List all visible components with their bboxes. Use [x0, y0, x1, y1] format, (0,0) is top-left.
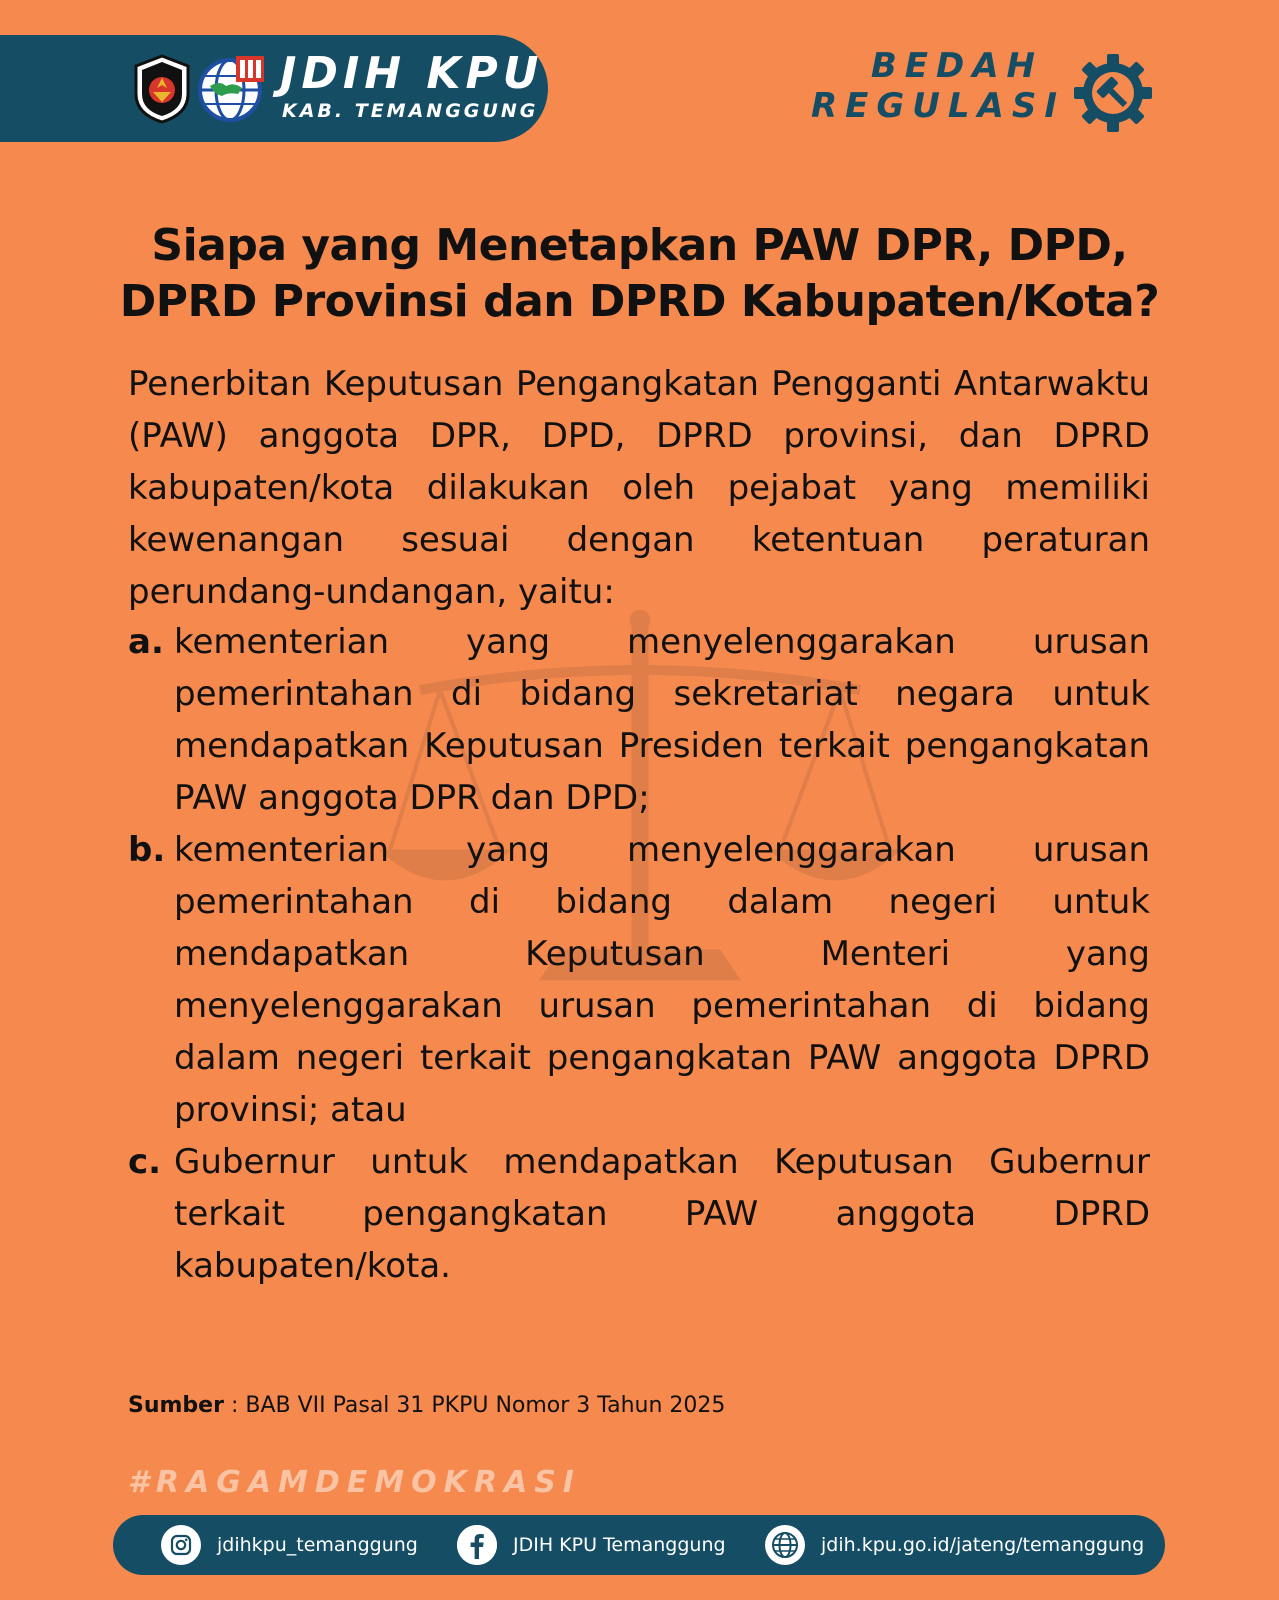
page-title: Siapa yang Menetapkan PAW DPR, DPD, DPRD Provinsi dan DPRD Kabupaten/Kota?: [119, 220, 1160, 327]
kpu-logo-icon: [132, 54, 192, 124]
list-item-c: [128, 1136, 1150, 1292]
globe-icon: [765, 1525, 805, 1565]
gear-gavel-icon: [1072, 52, 1154, 134]
jdih-globe-logo-icon: [196, 52, 268, 124]
footer-facebook[interactable]: [457, 1515, 726, 1575]
list-item-a: [128, 616, 1150, 824]
list-marker: a.: [128, 622, 164, 662]
badge-line-2: REGULASI: [810, 86, 1065, 126]
badge-line-1: BEDAH: [870, 46, 1043, 86]
footer-bar: [113, 1515, 1165, 1575]
brand-title: JDIH KPU: [280, 48, 544, 99]
bedah-regulasi-badge: [811, 46, 1065, 126]
list-item-text: kementerian yang menyelenggarakan urusan pemerintahan di bidang dalam negeri untuk mendapatkan Keputusan Menteri yang menyelenggarakan urusan pemerintahan di bidang dalam negeri terkait pengangkatan PAW anggota DPRD provinsi; atau: [174, 830, 1150, 1130]
hashtag: #RAGAMDEMOKRASI: [128, 1465, 581, 1500]
source-label: Sumber: [128, 1393, 224, 1418]
source-separator: :: [223, 1393, 246, 1418]
facebook-icon: [457, 1525, 497, 1565]
intro-paragraph: Penerbitan Keputusan Pengangkatan Pengganti Antarwaktu (PAW) anggota DPR, DPD, DPRD provinsi, dan DPRD kabupaten/kota dilakukan oleh pejabat yang memiliki kewenangan sesuai dengan ketentuan peraturan perundang-undangan, yaitu:: [128, 364, 1150, 612]
authority-list: [128, 616, 1150, 1292]
footer-website[interactable]: [765, 1515, 1144, 1575]
source-citation: [128, 1392, 725, 1420]
footer-instagram[interactable]: [161, 1515, 418, 1575]
website-url: jdih.kpu.go.id/jateng/temanggung: [821, 1534, 1145, 1556]
list-marker: c.: [128, 1142, 162, 1182]
list-item-text: kementerian yang menyelenggarakan urusan pemerintahan di bidang sekretariat negara untuk mendapatkan Keputusan Presiden terkait pengangkatan PAW anggota DPR dan DPD;: [174, 622, 1150, 818]
list-marker: b.: [128, 830, 166, 870]
source-text: BAB VII Pasal 31 PKPU Nomor 3 Tahun 2025: [245, 1393, 726, 1418]
brand-subtitle: KAB. TEMANGGUNG: [282, 100, 539, 122]
instagram-handle: jdihkpu_temanggung: [217, 1534, 418, 1556]
facebook-page: JDIH KPU Temanggung: [513, 1534, 726, 1556]
instagram-icon: [161, 1525, 201, 1565]
list-item-text: Gubernur untuk mendapatkan Keputusan Gubernur terkait pengangkatan PAW anggota DPRD kabupaten/kota.: [174, 1142, 1150, 1286]
list-item-b: [128, 824, 1150, 1136]
